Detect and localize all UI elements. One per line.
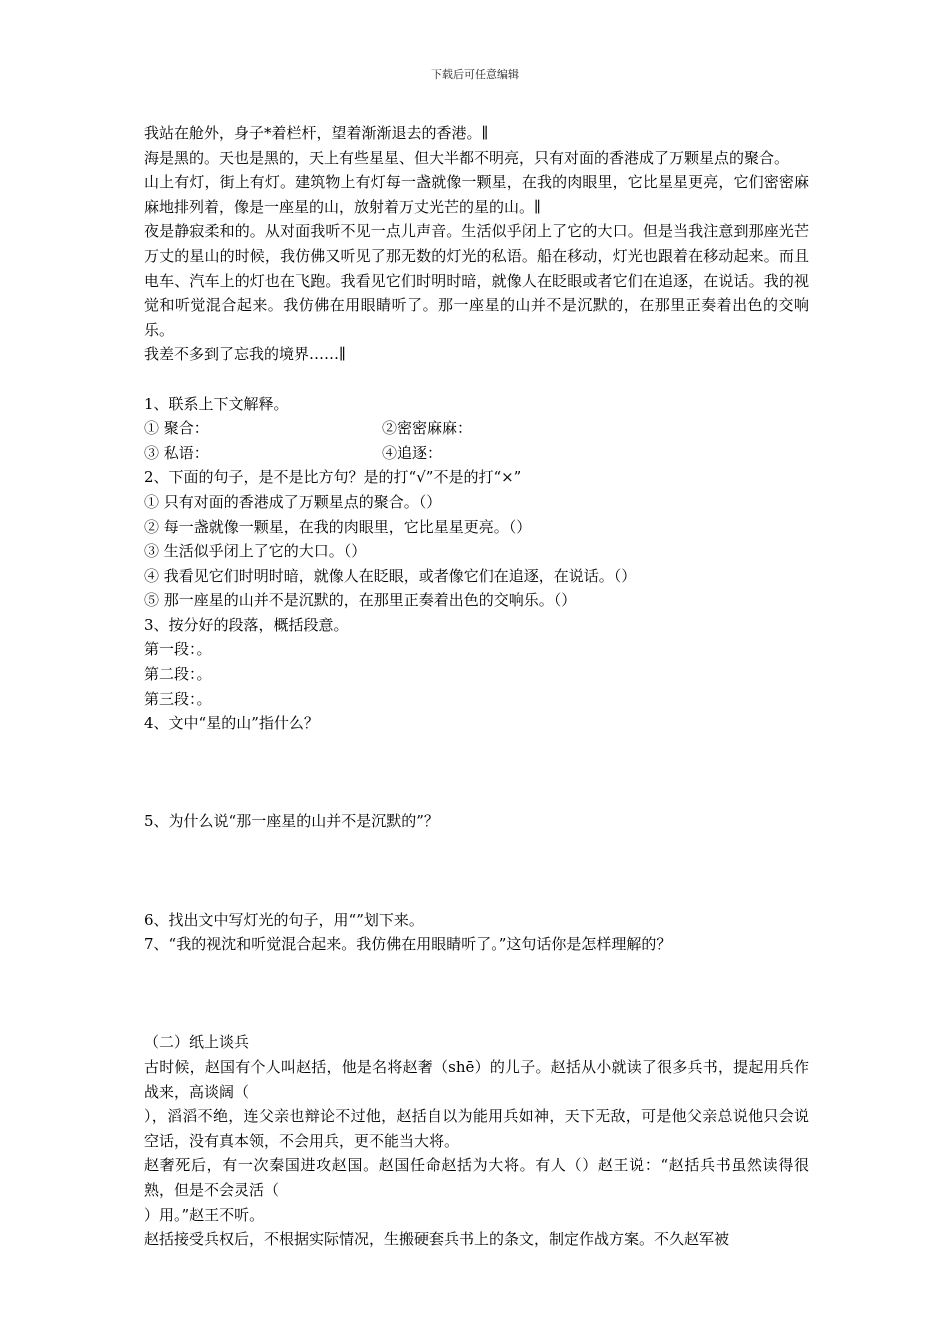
page-header: 下载后可任意编辑 <box>431 68 519 81</box>
answer-space <box>144 957 809 1006</box>
question-2-item-4: ④ 我看见它们时明时暗，就像人在眨眼，或者像它们在追逐，在说话。（） <box>144 566 637 585</box>
question-2-item-1: ① 只有对面的香港成了万颗星点的聚合。（） <box>144 492 442 511</box>
question-6: 6、找出文中写灯光的句子，用“”划下来。 <box>144 910 424 929</box>
answer-space <box>144 736 809 785</box>
question-1-item-3: ③ 私语： <box>144 443 209 462</box>
question-3-item-2: 第二段：。 <box>144 665 212 684</box>
question-2-item-3: ③ 生活似乎闭上了它的大口。（） <box>144 542 367 561</box>
question-1-row-1 <box>144 416 809 441</box>
question-3-item-1: 第一段：。 <box>144 640 212 659</box>
passage1-paragraph-5: 我差不多到了忘我的境界……∥ <box>144 345 346 364</box>
question-1-item-2: ②密密麻麻： <box>382 419 473 438</box>
spacer <box>144 367 809 392</box>
question-4: 4、文中“星的山”指什么？ <box>144 714 319 733</box>
passage2-paragraph-2b: ）用。”赵王不听。 <box>144 1205 265 1224</box>
answer-space <box>144 1006 809 1031</box>
passage1-paragraph-1: 我站在舱外，身子*着栏杆，望着渐渐退去的香港。∥ <box>144 124 489 142</box>
passage2-title: （二）纸上谈兵 <box>144 1033 250 1052</box>
question-1: 1、联系上下文解释。 <box>144 394 289 413</box>
answer-space <box>144 883 809 908</box>
passage2-paragraph-2a: 赵奢死后，有一次秦国进攻赵国。赵国任命赵括为大将。有人（）赵王说：“赵括兵书虽然读得很熟，但是不会灵活（ <box>144 1156 809 1199</box>
passage1-paragraph-4: 夜是静寂柔和的。从对面我听不见一点儿声音。生活似乎闭上了它的大口。但是当我注意到那座光芒万丈的星山的时候，我仿佛又听见了那无数的灯光的私语。船在移动，灯光也跟着在移动起来。而且电车、汽车上的灯也在飞跑。我看见它们时明时暗，就像人在眨眼或者它们在追逐，在说话。我的视觉和听觉混合起来。我仿佛在用眼睛听了。那一座星的山并不是沉默的，在那里正奏着出色的交响乐。 <box>144 222 809 339</box>
question-2-item-5: ⑤ 那一座星的山并不是沉默的，在那里正奏着出色的交响乐。（） <box>144 591 577 610</box>
passage1-paragraph-2: 海是黑的。天也是黑的，天上有些星星、但大半都不明亮，只有对面的香港成了万颗星点的聚合。 <box>144 148 790 167</box>
answer-space <box>144 834 809 883</box>
question-1-row-2 <box>144 441 809 466</box>
question-7: 7、“我的视沈和听觉混合起来。我仿佛在用眼睛听了。”这句话你是怎样理解的？ <box>144 935 672 954</box>
question-3-item-3: 第三段：。 <box>144 689 212 708</box>
passage1-paragraph-3: 山上有灯，街上有灯。建筑物上有灯每一盏就像一颗星，在我的肉眼里，它比星星更亮，它们密密麻麻地排列着，像是一座星的山，放射着万丈光芒的星的山。∥ <box>144 173 809 216</box>
question-2: 2、下面的句子，是不是比方句？是的打“√”不是的打“×” <box>144 468 522 487</box>
question-2-item-2: ② 每一盏就像一颗星，在我的肉眼里，它比星星更亮。（） <box>144 517 532 536</box>
question-3: 3、按分好的段落，概括段意。 <box>144 615 349 634</box>
passage2-paragraph-1a: 古时候，赵国有个人叫赵括，他是名将赵奢（shē）的儿子。赵括从小就读了很多兵书，提起用兵作战来，高谈阔（ <box>144 1058 809 1101</box>
answer-space <box>144 785 809 810</box>
question-1-item-1: ① 聚合： <box>144 419 209 438</box>
question-1-item-4: ④追逐： <box>382 443 443 462</box>
question-5: 5、为什么说“那一座星的山并不是沉默的”？ <box>144 812 439 831</box>
passage2-paragraph-1b: ），滔滔不绝，连父亲也辩论不过他，赵括自以为能用兵如神，天下无敌，可是他父亲总说他只会说空话，没有真本领，不会用兵，更不能当大将。 <box>144 1107 809 1150</box>
passage2-paragraph-3: 赵括接受兵权后，不根据实际情况，生搬硬套兵书上的条文，制定作战方案。不久赵军被 <box>144 1230 730 1249</box>
document-body <box>144 121 809 1252</box>
